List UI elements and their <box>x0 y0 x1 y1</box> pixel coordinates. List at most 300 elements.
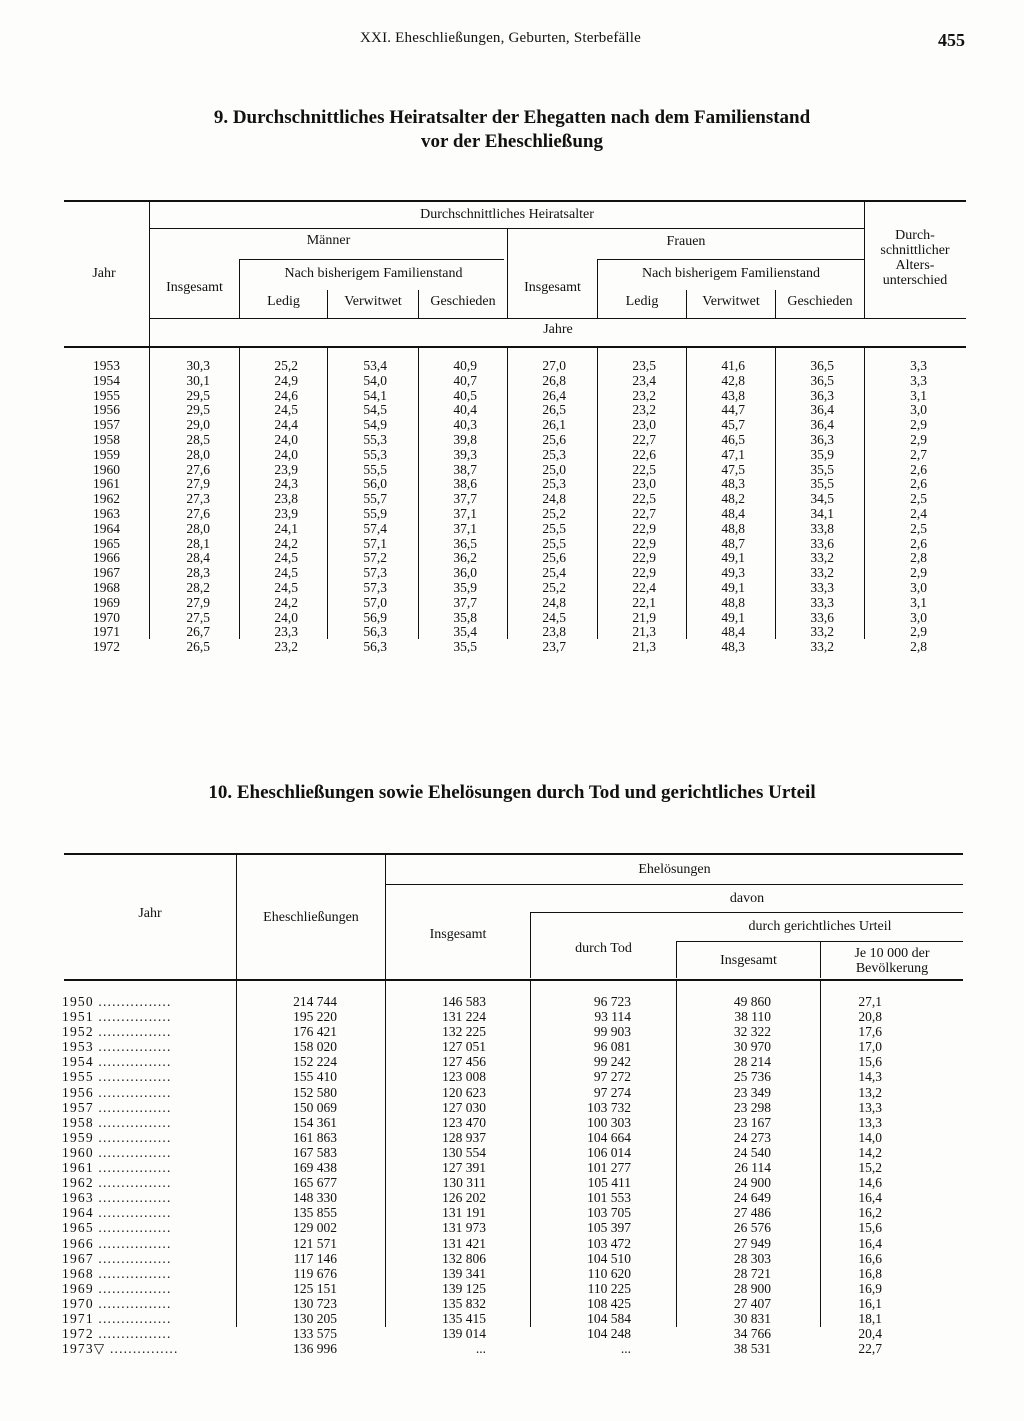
table-cell: 22,1 <box>632 594 656 610</box>
table-cell: 57,0 <box>363 594 387 610</box>
table-cell: 106 014 <box>587 1144 631 1160</box>
table-cell: 27,0 <box>542 358 566 373</box>
t9-header-f-verwitwet: Verwitwet <box>702 294 760 309</box>
table-cell: 23,2 <box>632 402 656 418</box>
table-cell: 22,9 <box>632 520 656 536</box>
table-cell: 24,5 <box>274 550 298 566</box>
table-cell: 48,3 <box>721 476 745 492</box>
table-cell: 35,5 <box>810 476 834 492</box>
table-cell: 49 860 <box>733 994 771 1009</box>
table-cell: 56,9 <box>363 609 387 625</box>
table-cell: 33,3 <box>810 579 834 595</box>
table-cell: 49,3 <box>721 565 745 581</box>
table-cell: 33,2 <box>810 565 834 581</box>
table-cell: 104 510 <box>587 1250 631 1266</box>
table-cell: 24 900 <box>733 1175 771 1191</box>
t9-header-altersunterschied-4: unterschied <box>882 273 948 288</box>
table-cell: 24,5 <box>274 402 298 418</box>
table-cell: 26,8 <box>542 372 566 388</box>
table-cell: 40,7 <box>453 372 477 388</box>
table-cell: 97 272 <box>593 1069 631 1085</box>
table-cell: 1967 ................ <box>62 1250 172 1266</box>
table-cell: 27 407 <box>733 1295 771 1311</box>
table-cell: 30,1 <box>186 372 210 388</box>
table-cell: 26,1 <box>542 417 566 433</box>
table-cell: 56,3 <box>363 624 387 640</box>
table-cell: 36,4 <box>810 402 834 418</box>
table-cell: 16,2 <box>858 1205 882 1221</box>
table9-title-line2: vor der Eheschließung <box>421 131 603 152</box>
table-cell: 25,6 <box>542 550 566 566</box>
table-cell: 54,0 <box>363 372 387 388</box>
table-cell: 2,6 <box>910 461 927 477</box>
table-cell: 45,7 <box>721 417 745 433</box>
table-cell: 26 576 <box>733 1220 771 1236</box>
table-cell: 28,0 <box>186 446 210 462</box>
t9-header-m-familienstand: Nach bisherigem Familienstand <box>284 266 463 281</box>
table-cell: 24,9 <box>274 372 298 388</box>
running-head: XXI. Eheschließungen, Geburten, Sterbefälle <box>360 30 642 46</box>
table-cell: 36,3 <box>810 431 834 447</box>
table-cell: 1969 <box>93 594 120 610</box>
table-cell: 57,1 <box>363 535 387 551</box>
table-cell: 25,2 <box>542 505 566 521</box>
table-cell: 48,7 <box>721 535 745 551</box>
table-cell: 48,4 <box>721 505 745 521</box>
table-cell: 23,8 <box>542 624 566 640</box>
table-cell: 25,2 <box>542 579 566 595</box>
t10-col-ehelosungen-insgesamt <box>386 994 486 1356</box>
table-cell: 35,8 <box>453 609 477 625</box>
table-cell: 54,9 <box>363 417 387 433</box>
table-cell: 28,5 <box>186 431 210 447</box>
table-cell: 101 277 <box>587 1160 631 1176</box>
table-cell: 139 125 <box>442 1280 486 1296</box>
t9-col-m-verwitwet <box>328 359 387 655</box>
table-cell: 28,0 <box>186 520 210 536</box>
table-cell: 14,0 <box>858 1129 882 1145</box>
table-cell: 16,4 <box>858 1235 882 1251</box>
table-cell: 15,6 <box>858 1054 882 1070</box>
t9-col-altersunterschied <box>865 359 927 655</box>
table-cell: 120 623 <box>442 1084 486 1100</box>
table-cell: 13,3 <box>858 1114 882 1130</box>
table-cell: 169 438 <box>293 1160 337 1176</box>
table-cell: 3,1 <box>910 594 927 610</box>
table-cell: 39,8 <box>453 431 477 447</box>
table-cell: 176 421 <box>293 1024 337 1040</box>
table-cell: 24,0 <box>274 446 298 462</box>
table-cell: 24 540 <box>733 1144 771 1160</box>
table-cell: 1959 ................ <box>62 1129 172 1145</box>
table-cell: 1961 <box>93 476 120 492</box>
table-cell: 25,2 <box>274 358 298 373</box>
table-cell: 132 806 <box>442 1250 486 1266</box>
table-cell: 25,3 <box>542 446 566 462</box>
table-cell: 125 151 <box>293 1280 337 1296</box>
table-cell: 16,1 <box>858 1295 882 1311</box>
table-cell: 23 349 <box>733 1084 771 1100</box>
table-cell: 17,0 <box>858 1039 882 1055</box>
table-cell: 130 311 <box>442 1175 486 1191</box>
table10-title: 10. Eheschließungen sowie Ehelösungen durch Tod und gerichtliches Urteil <box>208 782 816 803</box>
table-cell: 1956 ................ <box>62 1084 172 1100</box>
t10-col-durch-tod <box>531 994 631 1356</box>
table-cell: 24,4 <box>274 417 298 433</box>
table-cell: 2,9 <box>910 565 927 581</box>
table-cell: 1950 ................ <box>62 994 172 1009</box>
table-cell: 22,7 <box>632 505 656 521</box>
table-cell: 24 649 <box>733 1190 771 1206</box>
table-cell: 36,5 <box>810 372 834 388</box>
table-cell: 23,2 <box>632 387 656 403</box>
table-cell: 1973▽ ............... <box>62 1341 179 1357</box>
table-cell: 20,4 <box>858 1326 882 1342</box>
table-cell: 27,9 <box>186 476 210 492</box>
t10-col-je10000 <box>821 994 882 1356</box>
table-cell: 28 900 <box>733 1280 771 1296</box>
table-cell: 1960 ................ <box>62 1144 172 1160</box>
table-cell: 131 421 <box>442 1235 486 1251</box>
table-cell: 139 341 <box>442 1265 486 1281</box>
table-cell: 54,1 <box>363 387 387 403</box>
table-cell: 161 863 <box>293 1129 337 1145</box>
table-cell: 47,1 <box>721 446 745 462</box>
table-cell: 1953 ................ <box>62 1039 172 1055</box>
table-cell: 24,5 <box>274 579 298 595</box>
table-cell: 136 996 <box>293 1341 337 1357</box>
table-cell: 1963 <box>93 505 120 521</box>
t10-header-ehelosungen: Ehelösungen <box>638 862 711 877</box>
table-cell: 28,3 <box>186 565 210 581</box>
t9-col-years <box>64 359 120 655</box>
table-cell: 55,5 <box>363 461 387 477</box>
table-cell: 1956 <box>93 402 120 418</box>
table-cell: 33,6 <box>810 535 834 551</box>
table-cell: 1962 <box>93 491 120 507</box>
table-cell: 3,1 <box>910 387 927 403</box>
table-cell: 43,8 <box>721 387 745 403</box>
table-cell: 2,9 <box>910 417 927 433</box>
t10-header-insgesamt: Insgesamt <box>429 927 487 942</box>
table-cell: 3,3 <box>910 358 927 373</box>
table-cell: 36,4 <box>810 417 834 433</box>
t9-col-f-insgesamt <box>508 359 566 655</box>
t10-header-je10000-1: Je 10 000 der <box>854 946 930 961</box>
table-cell: 96 723 <box>593 994 631 1009</box>
table-cell: 53,4 <box>363 358 387 373</box>
table-cell: 33,3 <box>810 594 834 610</box>
t10-col-years <box>62 994 234 1356</box>
table-cell: 16,6 <box>858 1250 882 1266</box>
table-cell: 1972 <box>93 639 120 655</box>
table-cell: 28 214 <box>733 1054 771 1070</box>
table-cell: 16,9 <box>858 1280 882 1296</box>
table-cell: 3,0 <box>910 402 927 418</box>
table-cell: 167 583 <box>293 1144 337 1160</box>
table-cell: 42,8 <box>721 372 745 388</box>
table-cell: 2,8 <box>910 550 927 566</box>
table-cell: 1960 <box>93 461 120 477</box>
t9-header-f-insgesamt: Insgesamt <box>524 280 581 295</box>
table-cell: 36,3 <box>810 387 834 403</box>
table-cell: 24,5 <box>542 609 566 625</box>
table-cell: 1961 ................ <box>62 1160 172 1176</box>
table-cell: 1969 ................ <box>62 1280 172 1296</box>
table-cell: 40,3 <box>453 417 477 433</box>
table-cell: 35,9 <box>810 446 834 462</box>
table-cell: 121 571 <box>293 1235 337 1251</box>
table-cell: 23,7 <box>542 639 566 655</box>
table-cell: 41,6 <box>721 358 745 373</box>
table-cell: 150 069 <box>293 1099 337 1115</box>
table-cell: 36,5 <box>810 358 834 373</box>
table-cell: 27,6 <box>186 505 210 521</box>
table-cell: 27 486 <box>733 1205 771 1221</box>
table-cell: 35,5 <box>453 639 477 655</box>
table-cell: 2,7 <box>910 446 927 462</box>
table-cell: 104 664 <box>587 1129 631 1145</box>
table-cell: 1955 <box>93 387 120 403</box>
table-cell: 2,9 <box>910 431 927 447</box>
table-cell: 195 220 <box>293 1009 337 1025</box>
table-cell: 23,4 <box>632 372 656 388</box>
table-cell: 26,5 <box>542 402 566 418</box>
t10-header-gerichtliches-urteil: durch gerichtliches Urteil <box>748 919 892 934</box>
table-cell: 26,4 <box>542 387 566 403</box>
table-cell: 21,3 <box>632 624 656 640</box>
table-cell: 1959 <box>93 446 120 462</box>
table-cell: 35,4 <box>453 624 477 640</box>
table-cell: 103 732 <box>587 1099 631 1115</box>
table-cell: 35,9 <box>453 579 477 595</box>
table-cell: 54,5 <box>363 402 387 418</box>
table-cell: 24,1 <box>274 520 298 536</box>
table-cell: 131 973 <box>442 1220 486 1236</box>
table-cell: 99 242 <box>593 1054 631 1070</box>
t10-header-eheschliessungen: Eheschließungen <box>263 910 359 925</box>
table-cell: 96 081 <box>593 1039 631 1055</box>
table-cell: 23,8 <box>274 491 298 507</box>
table-cell: 105 411 <box>587 1175 631 1191</box>
table-cell: 135 415 <box>442 1310 486 1326</box>
table-cell: 1965 ................ <box>62 1220 172 1236</box>
table-cell: 23,2 <box>274 639 298 655</box>
table-cell: 55,3 <box>363 446 387 462</box>
table-cell: 14,2 <box>858 1144 882 1160</box>
table-cell: 148 330 <box>293 1190 337 1206</box>
table-cell: 22,9 <box>632 565 656 581</box>
table-cell: 24,2 <box>274 535 298 551</box>
table-cell: 128 937 <box>442 1129 486 1145</box>
table-cell: 49,1 <box>721 579 745 595</box>
table-cell: 23 298 <box>733 1099 771 1115</box>
table-cell: 97 274 <box>593 1084 631 1100</box>
table-cell: 30 970 <box>733 1039 771 1055</box>
table-cell: 33,2 <box>810 624 834 640</box>
table-cell: 1955 ................ <box>62 1069 172 1085</box>
t9-header-f-geschieden: Geschieden <box>787 294 853 309</box>
table-cell: 36,5 <box>453 535 477 551</box>
table-cell: 25,5 <box>542 535 566 551</box>
t9-header-m-ledig: Ledig <box>267 294 300 309</box>
table-cell: 23,9 <box>274 461 298 477</box>
table-cell: 103 705 <box>587 1205 631 1221</box>
table-cell: 29,5 <box>186 387 210 403</box>
table-cell: 1958 ................ <box>62 1114 172 1130</box>
table-cell: 132 225 <box>442 1024 486 1040</box>
table-cell: 1968 <box>93 579 120 595</box>
table-cell: 135 855 <box>293 1205 337 1221</box>
t10-col-eheschliessungen <box>237 994 337 1356</box>
t9-header-f-familienstand: Nach bisherigem Familienstand <box>641 266 821 281</box>
table-cell: 127 456 <box>442 1054 486 1070</box>
table-cell: 15,6 <box>858 1220 882 1236</box>
table-cell: 1953 <box>93 358 120 373</box>
table-cell: 37,1 <box>453 520 477 536</box>
table-cell: 30,3 <box>186 358 210 373</box>
table-cell: 131 191 <box>442 1205 486 1221</box>
table-cell: 14,3 <box>858 1069 882 1085</box>
table-cell: 25,4 <box>542 565 566 581</box>
t10-col-urteil-insgesamt <box>677 994 771 1356</box>
table-cell: 152 224 <box>293 1054 337 1070</box>
table-cell: 25,3 <box>542 476 566 492</box>
table-cell: 32 322 <box>733 1024 771 1040</box>
table-cell: 55,7 <box>363 491 387 507</box>
table-cell: 28 303 <box>733 1250 771 1266</box>
t9-header-jahr: Jahr <box>92 266 116 281</box>
table-cell: ... <box>620 1341 631 1357</box>
table-cell: 3,0 <box>910 579 927 595</box>
table-cell: 23 167 <box>733 1114 771 1130</box>
table-cell: 40,4 <box>453 402 477 418</box>
t9-header-altersunterschied-1: Durch- <box>895 228 935 243</box>
table-cell: 21,9 <box>632 609 656 625</box>
t9-col-f-ledig <box>598 359 656 655</box>
table-cell: 127 051 <box>442 1039 486 1055</box>
table-cell: 22,5 <box>632 461 656 477</box>
page-number: 455 <box>938 30 965 50</box>
table-cell: 36,0 <box>453 565 477 581</box>
table-cell: 23,3 <box>274 624 298 640</box>
table-cell: 129 002 <box>293 1220 337 1236</box>
table-cell: 47,5 <box>721 461 745 477</box>
table-cell: 3,3 <box>910 372 927 388</box>
table-cell: 22,4 <box>632 579 656 595</box>
table-cell: 27,9 <box>186 594 210 610</box>
table-cell: 28 721 <box>733 1265 771 1281</box>
table-cell: 39,3 <box>453 446 477 462</box>
t9-col-m-insgesamt <box>150 359 210 655</box>
table-cell: 135 832 <box>442 1295 486 1311</box>
table-cell: 123 470 <box>442 1114 486 1130</box>
table-cell: 2,4 <box>910 505 927 521</box>
table-cell: 3,0 <box>910 609 927 625</box>
table-cell: ... <box>475 1341 486 1357</box>
table-cell: 26,5 <box>186 639 210 655</box>
table-cell: 21,3 <box>632 639 656 655</box>
table-cell: 1970 <box>93 609 120 625</box>
table-cell: 56,3 <box>363 639 387 655</box>
table-cell: 133 575 <box>293 1326 337 1342</box>
table-cell: 130 205 <box>293 1310 337 1326</box>
table-cell: 104 584 <box>587 1310 631 1326</box>
table-cell: 139 014 <box>442 1326 486 1342</box>
table-cell: 22,9 <box>632 535 656 551</box>
table-cell: 110 620 <box>587 1265 631 1281</box>
table-cell: 2,5 <box>910 520 927 536</box>
t9-header-altersunterschied-2: schnittlicher <box>880 243 950 258</box>
t10-header-davon: davon <box>729 891 765 906</box>
table-cell: 57,4 <box>363 520 387 536</box>
t9-header-f-ledig: Ledig <box>625 294 659 309</box>
t9-col-m-geschieden <box>419 359 477 655</box>
table-cell: 1970 ................ <box>62 1295 172 1311</box>
table-cell: 46,5 <box>721 431 745 447</box>
table-cell: 146 583 <box>442 994 486 1009</box>
table-cell: 1968 ................ <box>62 1265 172 1281</box>
table-cell: 130 554 <box>442 1144 486 1160</box>
table-cell: 13,2 <box>858 1084 882 1100</box>
table-cell: 1957 ................ <box>62 1099 172 1115</box>
table-cell: 1964 ................ <box>62 1205 172 1221</box>
table-cell: 48,8 <box>721 520 745 536</box>
table-cell: 158 020 <box>293 1039 337 1055</box>
table-cell: 24,6 <box>274 387 298 403</box>
table-cell: 37,7 <box>453 594 477 610</box>
table-cell: 37,7 <box>453 491 477 507</box>
t9-header-m-verwitwet: Verwitwet <box>344 294 402 309</box>
table-cell: 152 580 <box>293 1084 337 1100</box>
table-cell: 27,1 <box>858 994 882 1009</box>
table9-title-line1: 9. Durchschnittliches Heiratsalter der Ehegatten nach dem Familienstand <box>213 107 811 128</box>
table-cell: 34 766 <box>733 1326 771 1342</box>
table-cell: 27,5 <box>186 609 210 625</box>
table-cell: 23,9 <box>274 505 298 521</box>
table-cell: 38 110 <box>734 1009 771 1025</box>
table-cell: 16,8 <box>858 1265 882 1281</box>
table-cell: 2,6 <box>910 476 927 492</box>
table-cell: 93 114 <box>594 1009 631 1025</box>
table-cell: 1952 ................ <box>62 1024 172 1040</box>
table-cell: 104 248 <box>587 1326 631 1342</box>
table-cell: 28,4 <box>186 550 210 566</box>
table-cell: 1957 <box>93 417 120 433</box>
table-cell: 55,3 <box>363 431 387 447</box>
table-cell: 22,7 <box>632 431 656 447</box>
table-cell: 28,1 <box>186 535 210 551</box>
table-cell: 101 553 <box>587 1190 631 1206</box>
table-cell: 40,5 <box>453 387 477 403</box>
table-cell: 22,9 <box>632 550 656 566</box>
table-cell: 27,6 <box>186 461 210 477</box>
table-cell: 44,7 <box>721 402 745 418</box>
table-cell: 15,2 <box>858 1160 882 1176</box>
table-cell: 123 008 <box>442 1069 486 1085</box>
table-cell: 24,8 <box>542 491 566 507</box>
table-cell: 25 736 <box>733 1069 771 1085</box>
table-cell: 1963 ................ <box>62 1190 172 1206</box>
table-cell: 1958 <box>93 431 120 447</box>
table-cell: 35,5 <box>810 461 834 477</box>
table-cell: 1966 ................ <box>62 1235 172 1251</box>
table-cell: 2,9 <box>910 624 927 640</box>
table-cell: 24,0 <box>274 431 298 447</box>
table-cell: 110 225 <box>587 1280 631 1296</box>
table-cell: 131 224 <box>442 1009 486 1025</box>
table-cell: 28,2 <box>186 579 210 595</box>
